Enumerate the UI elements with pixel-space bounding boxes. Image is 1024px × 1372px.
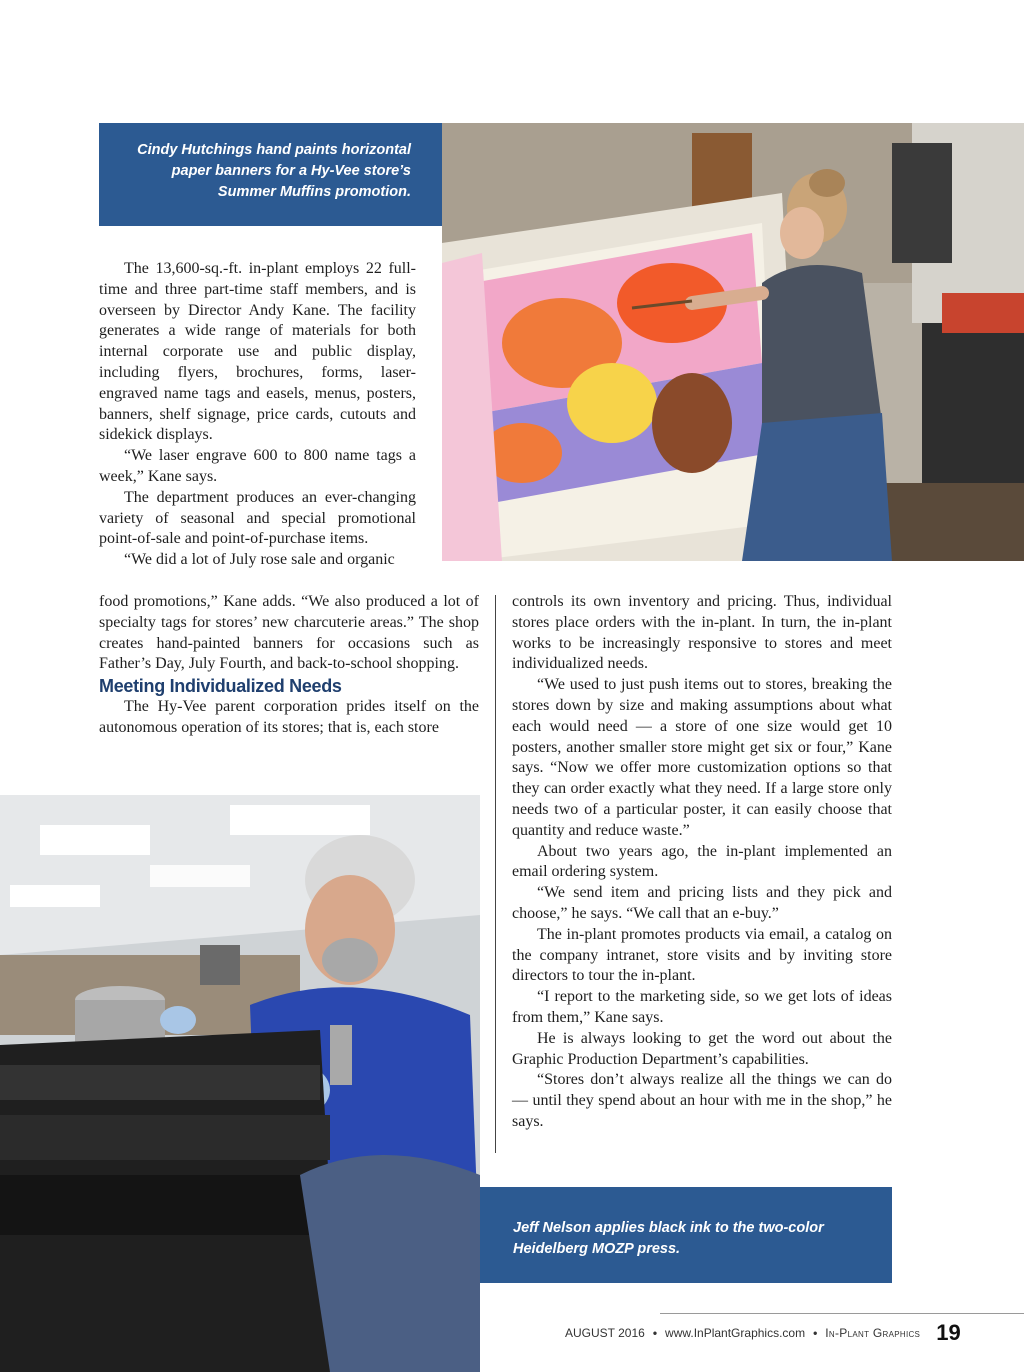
paragraph: “We did a lot of July rose sale and organic (124, 551, 395, 569)
photo-banner-painting (442, 123, 1024, 561)
paragraph: The 13,600-sq.-ft. in-plant employs 22 full-time and three part-time staff members, and is overseen by Director Andy Kane. The facility generates a wide range of materials for both internal corporate use and public display, including flyers, brochures, forms, laser-engraved name tags and easels, menus, posters, banners, shelf signage, price cards, cutouts and sidekick displays. (99, 260, 416, 444)
photo-press-operator (0, 795, 480, 1372)
paragraph: food promotions,” Kane adds. “We also produced a lot of specialty tags for stores’ new charcuterie areas.” The shop creates hand-painted banners for occasions such as Father’s Day, July Fourth, and back-to-school shopping. (99, 593, 479, 673)
footer-rule (660, 1313, 1024, 1314)
bottom-photo-caption: Jeff Nelson applies black ink to the two-color Heidelberg MOZP press. (513, 1220, 824, 1257)
page-number: 19 (936, 1320, 961, 1345)
paragraph: The Hy-Vee parent corporation prides itself on the autonomous operation of its stores; that is, each store (99, 698, 479, 736)
paragraph: “We send item and pricing lists and they pick and choose,” he says. “We call that an e-buy.” (512, 884, 892, 922)
top-photo-caption: Cindy Hutchings hand paints horizontal paper banners for a Hy-Vee store’s Summer Muffins promotion. (137, 142, 411, 200)
paragraph: “Stores don’t always realize all the things we can do — until they spend about an hour with me in the shop,” he says. (512, 1071, 892, 1130)
subhead: Meeting Individualized Needs (99, 676, 342, 697)
column-divider (495, 595, 496, 1153)
bullet-icon: • (813, 1326, 818, 1340)
footer-website[interactable]: www.InPlantGraphics.com (665, 1326, 806, 1340)
top-photo-caption-box (99, 123, 442, 226)
paragraph: The department produces an ever-changing variety of seasonal and special promotional point-of-sale and point-of-purchase items. (99, 488, 416, 548)
bullet-icon: • (652, 1326, 658, 1340)
paragraph: “We used to just push items out to stores, breaking the stores down by size and making assumptions about what each would need — a store of one size would get 10 posters, another smaller store might get six or four,” Kane says. “Now we offer more customization options so that they can order exactly what they need. If a large store only needs two of a particular poster, it can easily choose that quantity and reduce waste.” (512, 676, 892, 839)
footer-magazine: In-Plant Graphics (825, 1326, 921, 1340)
page-footer (565, 1318, 995, 1348)
paragraph: He is always looking to get the word out about the Graphic Production Department’s capabilities. (512, 1029, 892, 1068)
paragraph: controls its own inventory and pricing. Thus, individual stores place orders with the in-plant. In turn, the in-plant works to be increasingly responsive to stores and meet individualized needs. (512, 593, 892, 673)
column-one-top-text (99, 259, 416, 571)
paragraph: The in-plant promotes products via email, a catalog on the company intranet, store visits and by inviting store directors to tour the in-plant. (512, 925, 892, 985)
paragraph: “I report to the marketing side, so we get lots of ideas from them,” Kane says. (512, 988, 892, 1026)
bottom-photo-caption-box (480, 1187, 892, 1283)
paragraph: “We laser engrave 600 to 800 name tags a week,” Kane says. (99, 447, 416, 485)
column-two-text (512, 592, 892, 1133)
paragraph: About two years ago, the in-plant implemented an email ordering system. (512, 842, 892, 881)
footer-date: AUGUST 2016 (565, 1326, 645, 1340)
column-one-bottom-text (99, 592, 479, 739)
